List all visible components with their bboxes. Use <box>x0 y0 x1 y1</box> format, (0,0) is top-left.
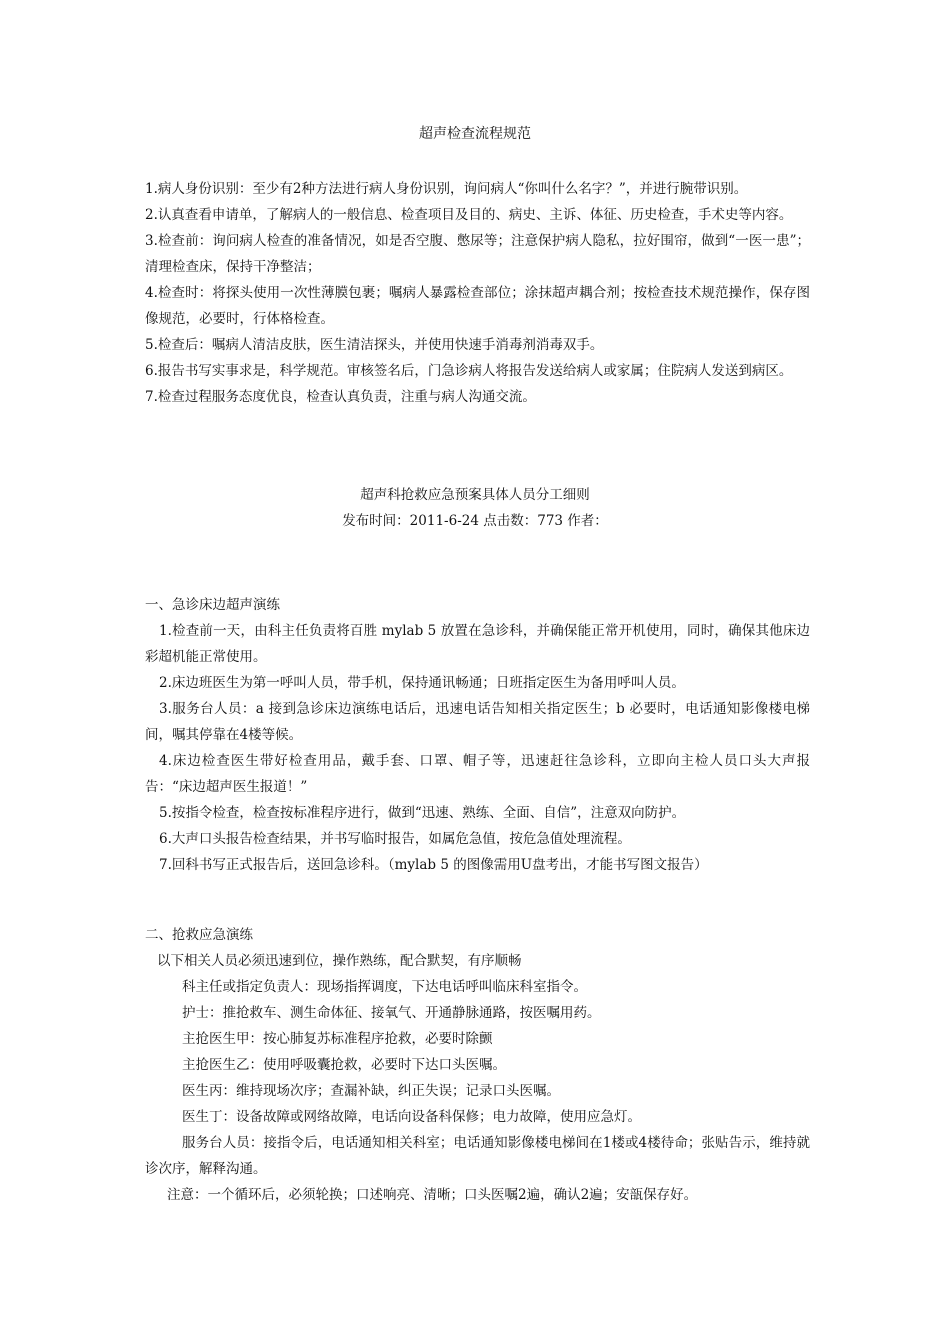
role-doctor-d: 医生丁：设备故障或网络故障，电话向设备科保修；电力故障，使用应急灯。 <box>182 1109 641 1125</box>
section-heading: 一、急诊床边超声演练 <box>145 597 280 613</box>
section2-note: 注意：一个循环后，必须轮换；口述响亮、清晰；口头医嘱2遍，确认2遍；安瓿保存好。 <box>167 1187 698 1203</box>
role-front-desk: 服务台人员：接指令后，电话通知相关科室；电话通知影像楼电梯间在1楼或4楼待命；张贴告示，维持就诊次序，解释沟通。 <box>145 1135 810 1177</box>
process-list <box>145 176 810 410</box>
section1-item-3: 3.服务台人员：a 接到急诊床边演练电话后，迅速电话告知相关指定医生；b 必要时，电话通知影像楼电梯间，嘱其停靠在4楼等候。 <box>145 701 810 743</box>
process-item-3: 3.检查前：询问病人检查的准备情况，如是否空腹、憋尿等；注意保护病人隐私，拉好围帘，做到“一医一患”；清理检查床，保持干净整洁； <box>145 233 810 275</box>
role-doctor-a: 主抢医生甲：按心肺复苏标准程序抢救，必要时除颤 <box>182 1031 493 1047</box>
process-item-1: 1.病人身份识别：至少有2种方法进行病人身份识别，询问病人“你叫什么名字？”，并进行腕带识别。 <box>145 181 748 197</box>
publish-meta: 发布时间：2011-6-24 点击数：773 作者： <box>342 513 608 529</box>
section1-item-1: 1.检查前一天，由科主任负责将百胜 mylab 5 放置在急诊科，并确保能正常开机使用，同时，确保其他床边彩超机能正常使用。 <box>145 623 810 665</box>
section1-item-7: 7.回科书写正式报告后，送回急诊科。（mylab 5 的图像需用U盘考出，才能书写图文报告） <box>159 857 708 873</box>
role-director: 科主任或指定负责人：现场指挥调度，下达电话呼叫临床科室指令。 <box>182 979 587 995</box>
section2-intro: 以下相关人员必须迅速到位，操作熟练，配合默契，有序顺畅 <box>157 953 522 969</box>
process-item-5: 5.检查后：嘱病人清洁皮肤，医生清洁探头，并使用快速手消毒剂消毒双手。 <box>145 337 604 353</box>
plan-subtitle: 超声科抢救应急预案具体人员分工细则 <box>360 487 590 503</box>
section1-item-2: 2.床边班医生为第一呼叫人员，带手机，保持通讯畅通；日班指定医生为备用呼叫人员。 <box>159 675 685 691</box>
role-nurse: 护士：推抢救车、测生命体征、接氧气、开通静脉通路，按医嘱用药。 <box>182 1005 601 1021</box>
process-item-4: 4.检查时：将探头使用一次性薄膜包裹；嘱病人暴露检查部位；涂抹超声耦合剂；按检查技术规范操作，保存图像规范，必要时，行体格检查。 <box>145 285 810 327</box>
process-item-6: 6.报告书写实事求是，科学规范。审核签名后，门急诊病人将报告发送给病人或家属；住院病人发送到病区。 <box>145 363 793 379</box>
section1-item-5: 5.按指令检查，检查按标准程序进行，做到“迅速、熟练、全面、自信”，注意双向防护。 <box>159 805 686 821</box>
section-rescue-drill <box>145 922 810 1208</box>
section-heading: 二、抢救应急演练 <box>145 927 253 943</box>
process-item-7: 7.检查过程服务态度优良，检查认真负责，注重与病人沟通交流。 <box>145 389 536 405</box>
document-title: 超声检查流程规范 <box>419 126 531 142</box>
role-doctor-b: 主抢医生乙：使用呼吸囊抢救，必要时下达口头医嘱。 <box>182 1057 506 1073</box>
process-item-2: 2.认真查看申请单，了解病人的一般信息、检查项目及目的、病史、主诉、体征、历史检查，手术史等内容。 <box>145 207 793 223</box>
section-emergency-bedside <box>145 592 810 878</box>
section1-item-6: 6.大声口头报告检查结果，并书写临时报告，如属危急值，按危急值处理流程。 <box>159 831 631 847</box>
section1-item-4: 4.床边检查医生带好检查用品，戴手套、口罩、帽子等，迅速赶往急诊科，立即向主检人员口头大声报告：“床边超声医生报道！” <box>145 753 810 795</box>
role-doctor-c: 医生丙：维持现场次序；查漏补缺，纠正失误；记录口头医嘱。 <box>182 1083 560 1099</box>
